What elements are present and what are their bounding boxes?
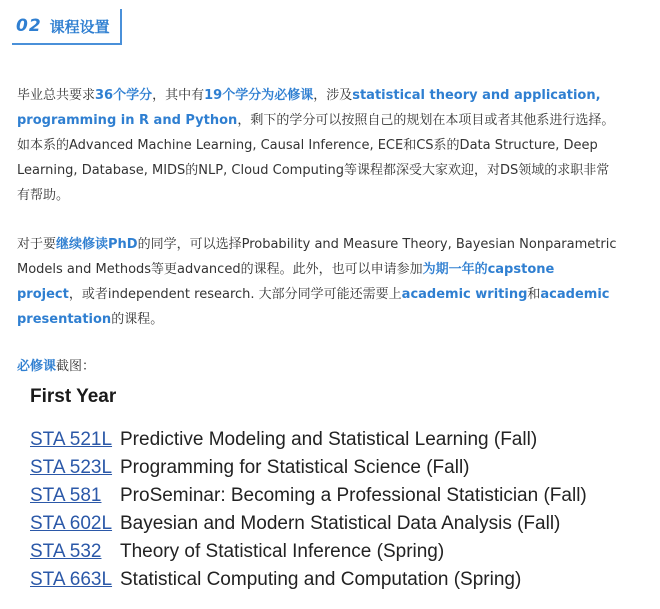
highlight-writing: academic writing [401,287,528,302]
course-row [30,510,650,538]
highlight-topics: statistical theory and application, programming in R and Python [17,88,601,128]
phd-paragraph [17,232,617,332]
screenshot-caption [17,354,617,379]
course-code-link[interactable]: STA 521L [30,429,113,450]
text-span: 和 [527,287,541,302]
highlight-phd: 继续修读PhD [56,237,138,252]
course-name: Bayesian and Modern Statistical Data Analysis (Fall) [120,513,561,534]
text-span: 的同学，可以选择Probability and Measure Theory, Bayesian Nonparametric Models and Methods等更advanced的课程。此外，也可以申请参加 [17,237,617,277]
text-span: 截图： [56,359,96,374]
course-name: Statistical Computing and Computation (Spring) [120,569,522,590]
year-heading: First Year [30,386,117,407]
course-code-link[interactable]: STA 581 [30,485,102,506]
course-screenshot [30,382,650,594]
text-span: 的课程。 [111,312,164,327]
text-span: ，其中有 [152,88,205,103]
course-name: Theory of Statistical Inference (Spring) [120,541,445,562]
text-span: ，涉及 [313,88,353,103]
text-span: 对于要 [17,237,57,252]
section-header [16,9,110,43]
course-row [30,482,650,510]
highlight-required-credits: 19个学分为必修课 [204,88,314,103]
text-span: ，剩下的学分可以按照自己的规划在本项目或者其他系进行选择。如本系的Advanced Machine Learning, Causal Inference, ECE和CS系的Data Structure, Deep Learning, Database, MIDS的NLP, Cloud Computing等课程都深受大家欢迎，对DS领域的求职非常有帮助。 [17,113,615,203]
course-row [30,454,650,482]
course-row [30,426,650,454]
course-name: ProSeminar: Becoming a Professional Statistician (Fall) [120,485,587,506]
highlight-presentation: academic presentation [17,287,610,327]
course-name: Predictive Modeling and Statistical Learning (Fall) [120,429,538,450]
course-row [30,538,650,566]
highlight-capstone: 为期一年的capstone project [17,262,555,302]
course-code-link[interactable]: STA 663L [30,569,113,590]
requirements-paragraph [17,83,617,208]
course-code-link[interactable]: STA 523L [30,457,113,478]
course-code-link[interactable]: STA 602L [30,513,113,534]
course-row [30,566,650,594]
course-code-link[interactable]: STA 532 [30,541,102,562]
text-span: ，或者independent research. 大部分同学可能还需要上 [68,287,402,302]
section-number: 02 [16,16,42,36]
section-title: 课程设置 [49,17,110,36]
course-name: Programming for Statistical Science (Fall) [120,457,470,478]
highlight-required: 必修课 [17,359,57,374]
highlight-credits: 36个学分 [95,88,153,103]
text-span: 毕业总共要求 [17,88,96,103]
